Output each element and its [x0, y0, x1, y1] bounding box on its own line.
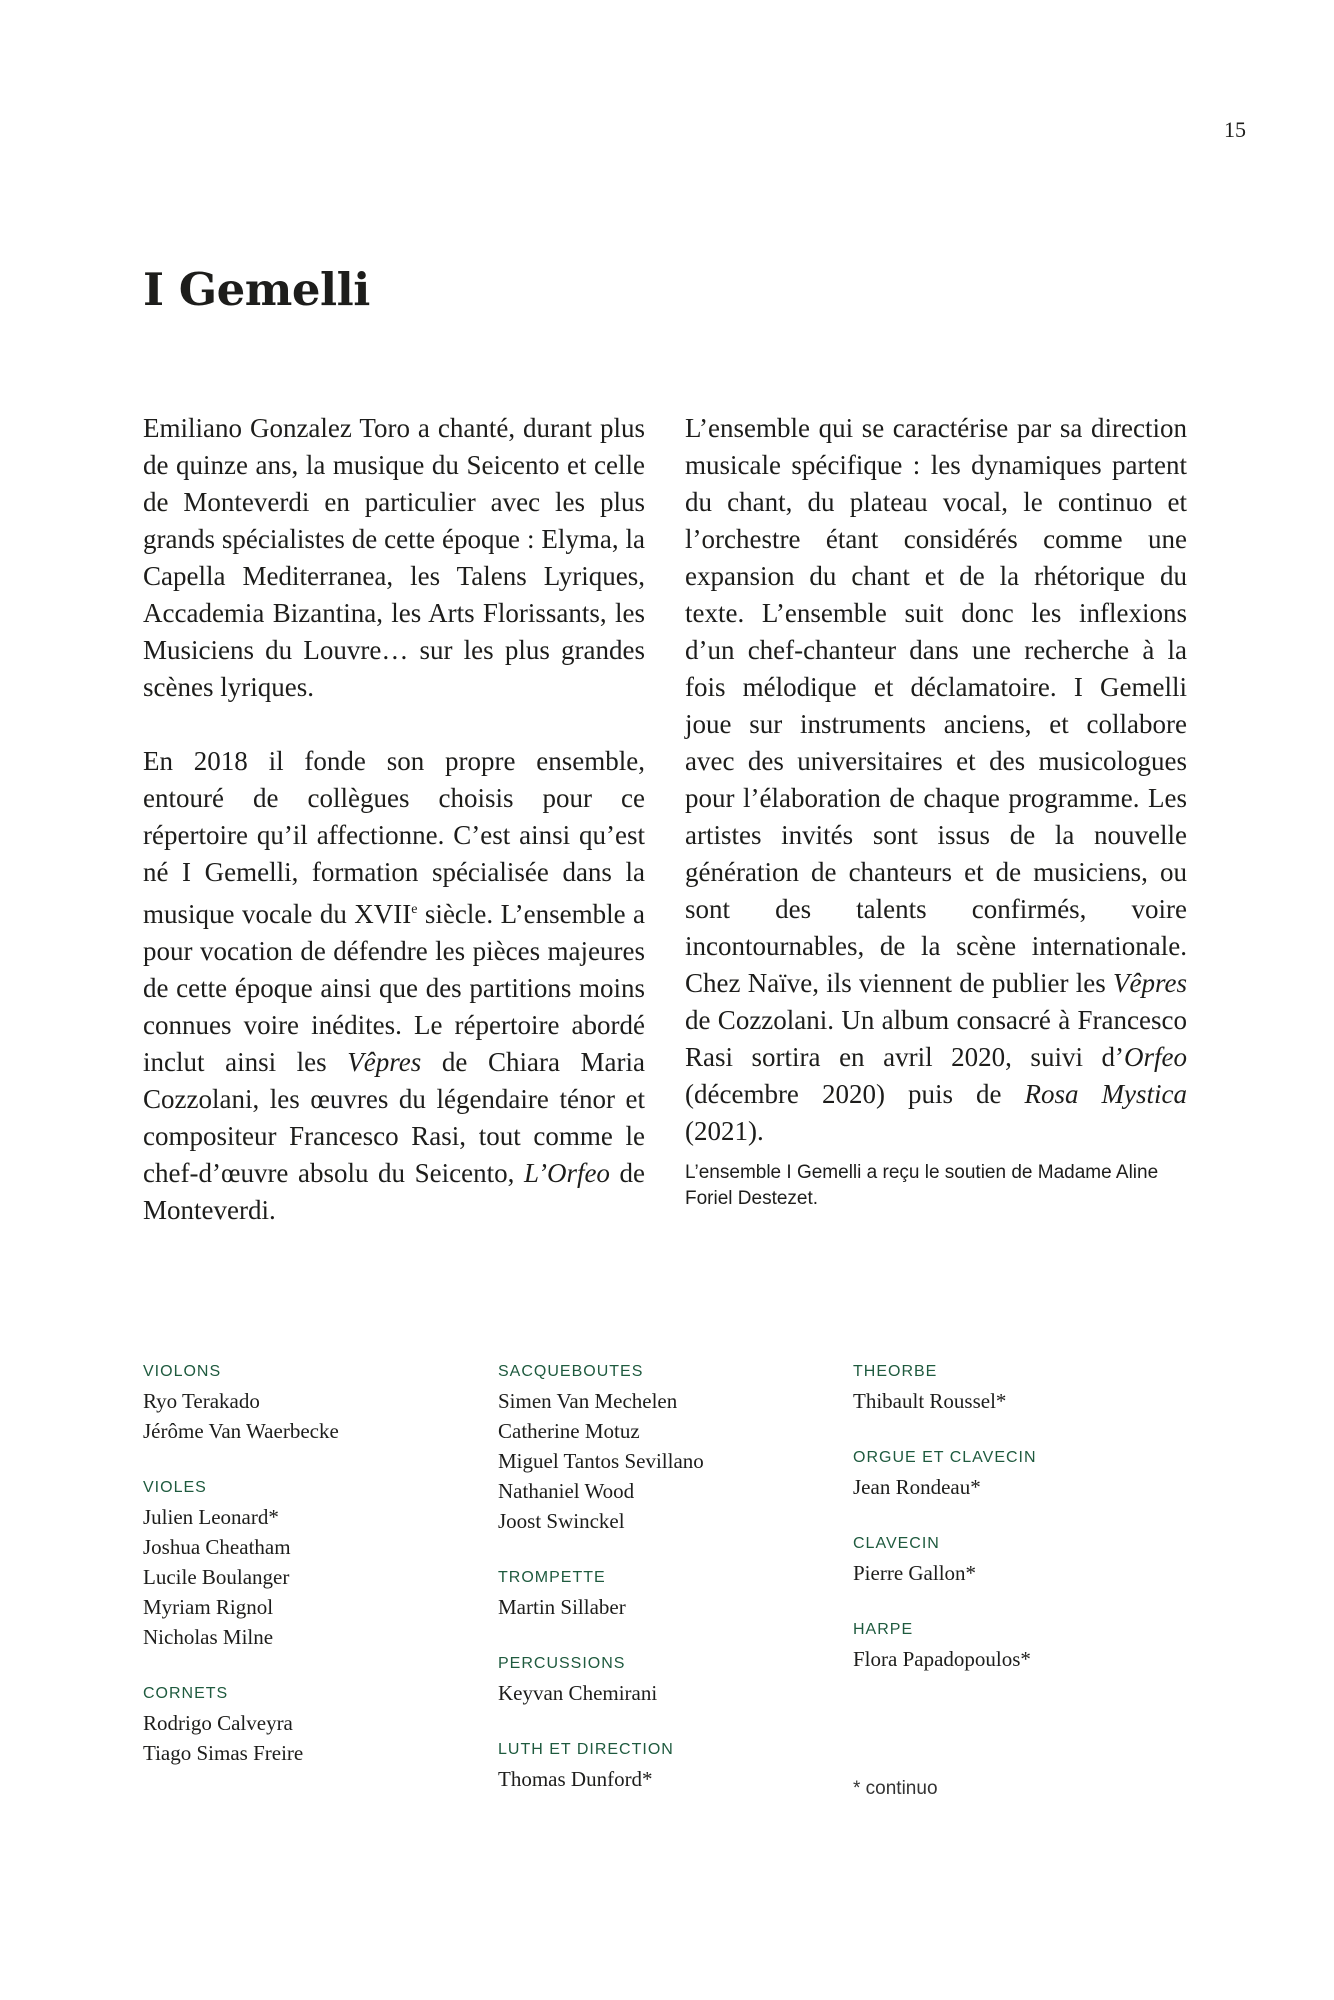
section-title: LUTH ET DIRECTION	[498, 1741, 674, 1758]
member-name: Nicholas Milne	[143, 1625, 274, 1649]
member-name: Rodrigo Calveyra	[143, 1711, 293, 1735]
member-name: Martin Sillaber	[498, 1595, 626, 1619]
member-name: Thomas Dunford*	[498, 1767, 653, 1791]
right-column	[685, 410, 1187, 1212]
roster-section	[853, 1360, 1153, 1416]
roster-column-1	[143, 1360, 443, 1798]
roster-section	[498, 1738, 798, 1794]
roster-section	[143, 1360, 443, 1446]
member-name: Joost Swinckel	[498, 1509, 625, 1533]
page-number: 15	[1224, 117, 1246, 142]
intro-paragraph: Emiliano Gonzalez Toro a chanté, durant plus de quinze ans, la musique du Seicento et celle de Monteverdi en particulier avec les plus grands spécialistes de cette époque : Elyma, la Capella Mediterranea, les Talens Lyriques, Accademia Bizantina, les Arts Florissants, les Musiciens du Louvre… sur les plus grandes scènes lyriques.	[143, 413, 645, 702]
member-name: Joshua Cheatham	[143, 1535, 291, 1559]
roster-section	[498, 1360, 798, 1536]
section-title: ORGUE ET CLAVECIN	[853, 1449, 1037, 1466]
support-credit: L’ensemble I Gemelli a reçu le soutien de Madame Aline Foriel Destezet.	[685, 1162, 1159, 1209]
section-title: VIOLES	[143, 1479, 207, 1496]
section-title: CLAVECIN	[853, 1535, 940, 1552]
left-column	[143, 410, 645, 1229]
member-name: Flora Papadopoulos*	[853, 1647, 1031, 1671]
history-paragraph: En 2018 il fonde son propre ensemble, entouré de collègues choisis pour ce répertoire qu’il affectionne. C’est ainsi qu’est né I Gemelli, formation spécialisée dans la musique vocale du XVIIe siècle. L’ensemble a pour vocation de défendre les pièces majeures de cette époque ainsi que des partitions moins connues voire inédites. Le répertoire abordé inclut ainsi les Vêpres de Chiara Maria Cozzolani, les œuvres du légendaire ténor et compositeur Francesco Rasi, tout comme le chef-d’œuvre absolu du Seicento, L’Orfeo de Monteverdi.	[143, 746, 645, 1225]
section-title: THEORBE	[853, 1363, 938, 1380]
member-name: Catherine Motuz	[498, 1419, 640, 1443]
section-title: SACQUEBOUTES	[498, 1363, 644, 1380]
roster-section	[853, 1618, 1153, 1674]
member-name: Miguel Tantos Sevillano	[498, 1449, 704, 1473]
member-name: Ryo Terakado	[143, 1389, 260, 1413]
roster-section	[498, 1566, 798, 1622]
roster-section	[853, 1532, 1153, 1588]
member-name: Tiago Simas Freire	[143, 1741, 304, 1765]
member-name: Thibault Roussel*	[853, 1389, 1007, 1413]
member-name: Keyvan Chemirani	[498, 1681, 658, 1705]
roster-section	[498, 1652, 798, 1708]
member-name: Pierre Gallon*	[853, 1561, 977, 1585]
continuo-footnote: * continuo	[853, 1778, 938, 1799]
member-name: Julien Leonard*	[143, 1505, 279, 1529]
section-title: TROMPETTE	[498, 1569, 606, 1586]
ensemble-paragraph: L’ensemble qui se caractérise par sa direction musicale spécifique : les dynamiques partent du chant, du plateau vocal, le continuo et l’orchestre étant considérés comme une expansion du chant et de la rhétorique du texte. L’ensemble suit donc les inflexions d’un chef-chanteur dans une recherche à la fois mélodique et déclamatoire. I Gemelli joue sur instruments anciens, et collabore avec des universitaires et des musicologues pour l’élaboration de chaque programme. Les artistes invités sont issus de la nouvelle génération de chanteurs et de musiciens, ou sont des talents confirmés, voire incontournables, de la scène internationale. Chez Naïve, ils viennent de publier les Vêpres de Cozzolani. Un album consacré à Francesco Rasi sortira en avril 2020, suivi d’Orfeo (décembre 2020) puis de Rosa Mystica (2021).	[685, 413, 1187, 1146]
member-name: Jérôme Van Waerbecke	[143, 1419, 339, 1443]
member-name: Jean Rondeau*	[853, 1475, 981, 1499]
section-title: VIOLONS	[143, 1363, 222, 1380]
section-title: PERCUSSIONS	[498, 1655, 626, 1672]
member-name: Nathaniel Wood	[498, 1479, 635, 1503]
section-title: HARPE	[853, 1621, 914, 1638]
member-name: Lucile Boulanger	[143, 1565, 290, 1589]
page-title: I Gemelli	[143, 263, 370, 316]
roster-column-3	[853, 1360, 1153, 1704]
member-name: Myriam Rignol	[143, 1595, 274, 1619]
roster-column-2	[498, 1360, 798, 1824]
roster-section	[853, 1446, 1153, 1502]
section-title: CORNETS	[143, 1685, 229, 1702]
member-name: Simen Van Mechelen	[498, 1389, 678, 1413]
roster-section	[143, 1476, 443, 1652]
roster-section	[143, 1682, 443, 1768]
